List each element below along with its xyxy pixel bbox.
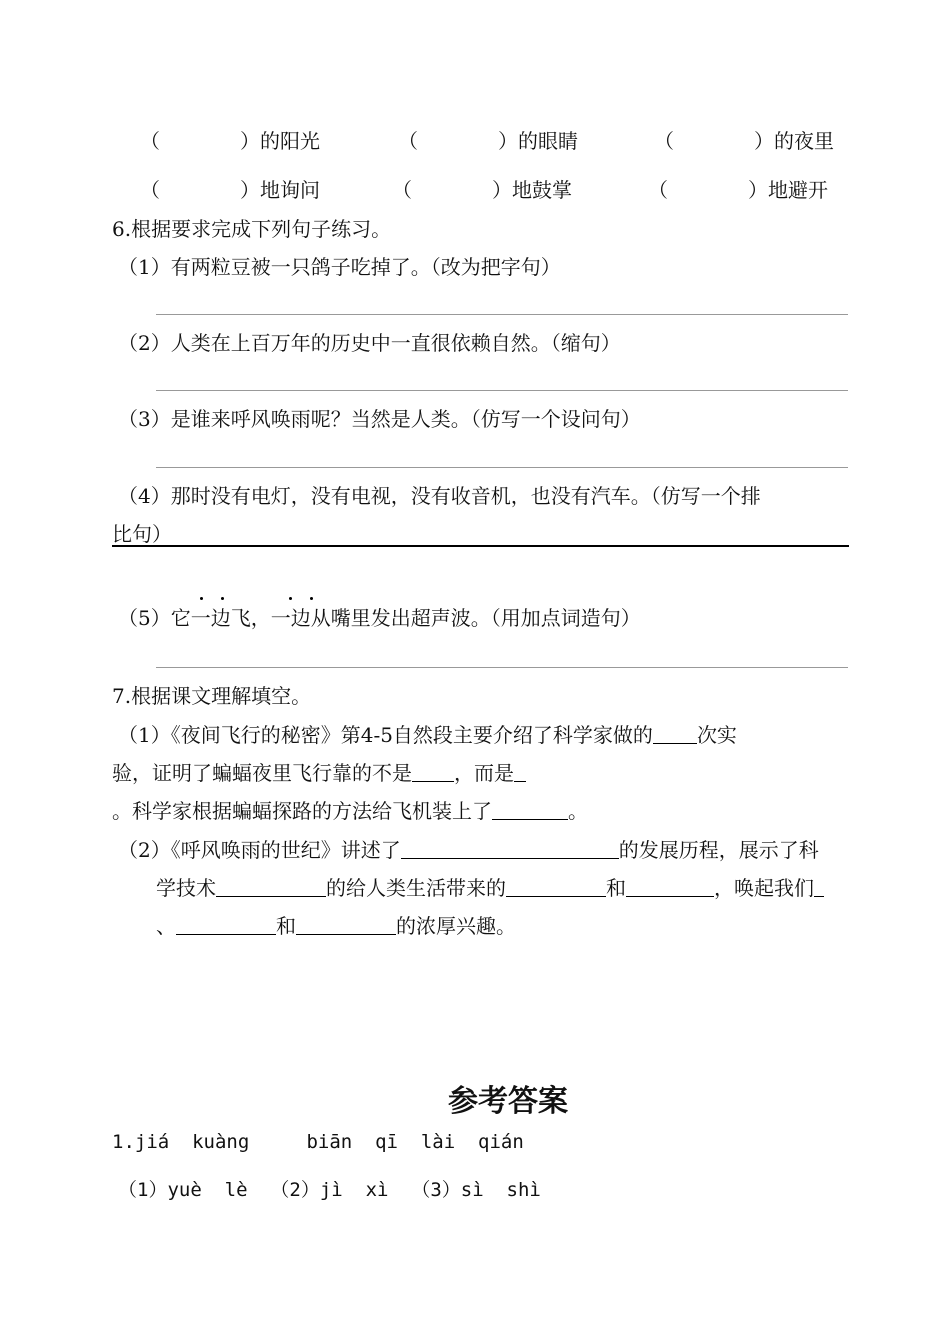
q7-text: （2）《呼风唤雨的世纪》讲述了 xyxy=(118,838,401,862)
emphasis-dot xyxy=(289,597,292,600)
q7-text: 学技术 xyxy=(156,876,216,900)
q7-text: 和 xyxy=(606,876,626,900)
q7-para-2-line-2 xyxy=(156,878,824,898)
q7-text: 的给人类生活带来的 xyxy=(326,876,506,900)
emphasis-dot xyxy=(200,597,203,600)
blank[interactable] xyxy=(401,840,619,859)
answer-line-2[interactable] xyxy=(156,390,848,391)
q7-title: 7.根据课文理解填空。 xyxy=(112,684,312,708)
q6-sentence-4-line1: （4）那时没有电灯，没有电视，没有收音机，也没有汽车。（仿写一个排 xyxy=(118,484,761,508)
q7-para-2-line-3 xyxy=(156,916,516,936)
answer-1-sub: （1）yuè lè （2）jì xì （3）sì shì xyxy=(118,1179,541,1201)
q7-para-2-line-1 xyxy=(118,840,819,860)
emphasis-dot xyxy=(310,597,313,600)
blank[interactable] xyxy=(216,878,326,897)
q7-text: 。科学家根据蝙蝠探路的方法给飞机装上了 xyxy=(112,799,492,823)
blank[interactable] xyxy=(296,916,396,935)
q7-text: 、 xyxy=(156,914,176,938)
q7-text: 。 xyxy=(568,799,588,823)
q5-phrase-5: （ ）地鼓掌 xyxy=(392,178,572,202)
blank[interactable] xyxy=(492,801,568,820)
q5-phrase-2: （ ）的眼睛 xyxy=(398,129,578,153)
q6-sentence-1: （1）有两粒豆被一只鸽子吃掉了。（改为把字句） xyxy=(118,255,561,279)
blank[interactable] xyxy=(514,763,526,782)
answer-1: 1.jiá kuàng biān qī lài qián xyxy=(112,1131,524,1153)
q7-para-1-line-2 xyxy=(112,763,526,783)
q7-text: 和 xyxy=(276,914,296,938)
q6-sentence-4-line2: 比句） xyxy=(112,522,172,546)
q6-sentence-3: （3）是谁来呼风唤雨呢？当然是人类。（仿写一个设问句） xyxy=(118,407,641,431)
q6-sentence-5: （5）它一边飞，一边从嘴里发出超声波。（用加点词造句） xyxy=(118,606,641,630)
q7-text: ，唤起我们 xyxy=(714,876,814,900)
blank[interactable] xyxy=(412,763,454,782)
q7-text: 的发展历程，展示了科 xyxy=(618,838,819,862)
blank[interactable] xyxy=(653,725,697,744)
answer-line-1[interactable] xyxy=(156,314,848,315)
answer-line-5[interactable] xyxy=(156,667,848,668)
q7-text: （1）《夜间飞行的秘密》第4-5自然段主要介绍了科学家做的 xyxy=(118,723,653,747)
answer-line-4[interactable] xyxy=(112,545,849,547)
q7-para-1-line-3 xyxy=(112,801,588,821)
q5-phrase-1: （ ）的阳光 xyxy=(140,129,320,153)
answer-line-3[interactable] xyxy=(156,467,848,468)
q6-sentence-2: （2）人类在上百万年的历史中一直很依赖自然。（缩句） xyxy=(118,331,621,355)
q7-text: 验，证明了蝙蝠夜里飞行靠的不是 xyxy=(112,761,412,785)
q7-text: 的浓厚兴趣。 xyxy=(396,914,516,938)
emphasis-dot xyxy=(221,597,224,600)
blank[interactable] xyxy=(176,916,276,935)
q7-text: 次实 xyxy=(696,723,737,747)
q5-phrase-4: （ ）地询问 xyxy=(140,178,320,202)
q6-title: 6.根据要求完成下列句子练习。 xyxy=(112,217,392,241)
answers-heading: 参考答案 xyxy=(448,1084,568,1119)
q7-para-1-line-1 xyxy=(118,725,737,745)
blank[interactable] xyxy=(814,878,824,897)
blank[interactable] xyxy=(506,878,606,897)
q7-text: ，而是 xyxy=(454,761,514,785)
blank[interactable] xyxy=(626,878,714,897)
q5-phrase-3: （ ）的夜里 xyxy=(654,129,834,153)
q5-phrase-6: （ ）地避开 xyxy=(648,178,828,202)
